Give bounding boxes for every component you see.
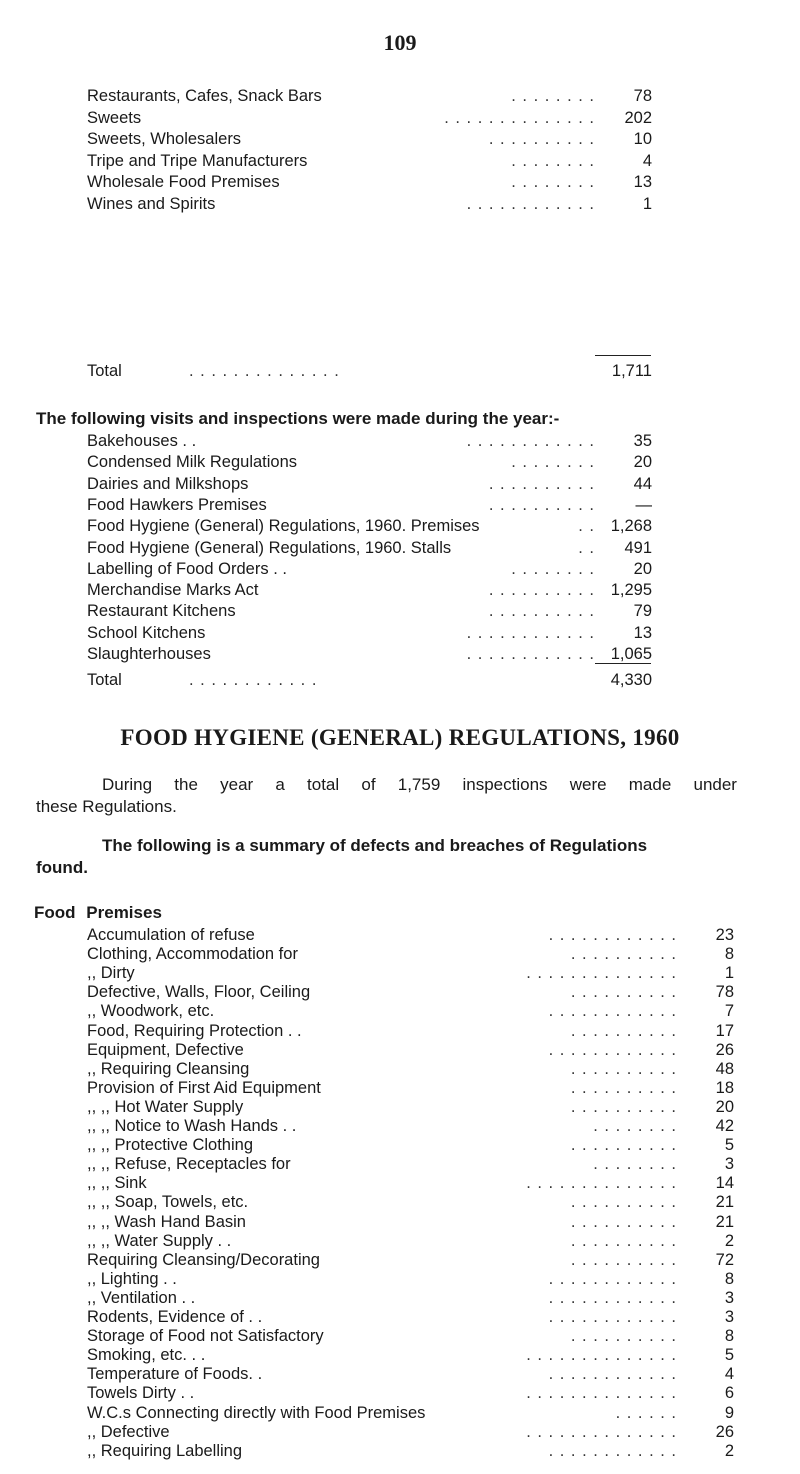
defect-leader-dots: . . . . . . . . . . bbox=[570, 1193, 677, 1212]
defect-label: ,, Defective bbox=[87, 1422, 170, 1441]
visit-leader-dots: . . . . . . . . bbox=[511, 559, 595, 578]
defect-value: 1 bbox=[724, 964, 734, 983]
defect-leader-dots: . . . . . . . . . . bbox=[570, 1097, 677, 1116]
defect-row bbox=[87, 1441, 739, 1461]
defect-row bbox=[87, 925, 739, 945]
total-rule bbox=[595, 355, 651, 356]
total-dots: . . . . . . . . . . . . . . bbox=[189, 362, 340, 380]
visit-row bbox=[87, 559, 657, 579]
defect-value: 14 bbox=[715, 1174, 734, 1193]
defect-value: 21 bbox=[715, 1212, 734, 1231]
defect-leader-dots: . . . . . . . . bbox=[593, 1117, 677, 1135]
defect-label: ,, Dirty bbox=[87, 964, 135, 983]
defect-label: ,, Woodwork, etc. bbox=[87, 1002, 215, 1021]
defect-row bbox=[87, 1326, 739, 1346]
defect-row bbox=[87, 1403, 739, 1423]
defect-label: Storage of Food not Satisfactory bbox=[87, 1327, 324, 1346]
defect-leader-dots: . . . . . . . . . . bbox=[570, 1231, 677, 1250]
visit-value: 1,295 bbox=[610, 581, 652, 600]
defect-value: 23 bbox=[715, 926, 734, 944]
total-label: Total bbox=[87, 362, 122, 380]
defect-label: ,, ,, Refuse, Receptacles for bbox=[87, 1155, 291, 1174]
defect-leader-dots: . . . . . . . . . . bbox=[570, 1078, 677, 1097]
visit-value: — bbox=[635, 495, 652, 514]
defect-row bbox=[87, 1078, 739, 1098]
intro-word: 1,759 bbox=[397, 775, 441, 794]
premises-label: Premises bbox=[86, 903, 162, 922]
defect-row bbox=[87, 1345, 739, 1365]
defect-leader-dots: . . . . . . . . . . bbox=[570, 1136, 677, 1155]
defect-row bbox=[87, 982, 739, 1002]
visits-total-label: Total bbox=[87, 671, 122, 689]
defect-label: ,, ,, Hot Water Supply bbox=[87, 1097, 244, 1116]
defect-leader-dots: . . . . . . bbox=[615, 1403, 677, 1422]
defect-label: Towels Dirty . . bbox=[87, 1384, 195, 1403]
defect-value: 21 bbox=[715, 1193, 734, 1212]
visit-row bbox=[87, 623, 657, 643]
intro-word: were bbox=[569, 775, 607, 794]
visit-row bbox=[87, 538, 657, 558]
defect-value: 26 bbox=[715, 1422, 734, 1441]
visit-leader-dots: . . bbox=[578, 517, 595, 536]
intro-line-2: these Regulations. bbox=[36, 797, 177, 816]
defect-row bbox=[87, 1097, 739, 1117]
defect-value: 6 bbox=[724, 1384, 734, 1403]
section-title: FOOD HYGIENE (GENERAL) REGULATIONS, 1960 bbox=[120, 725, 680, 750]
premises-count-row bbox=[87, 151, 657, 171]
premises-count-leader-dots: . . . . . . . . bbox=[511, 173, 595, 191]
visit-row bbox=[87, 431, 657, 451]
premises-count-value: 78 bbox=[633, 87, 652, 105]
defect-value: 8 bbox=[724, 1269, 734, 1288]
premises-count-label: Wines and Spirits bbox=[87, 194, 216, 213]
visits-total-value: 4,330 bbox=[610, 671, 652, 689]
visit-value: 1,065 bbox=[610, 645, 652, 663]
premises-count-row bbox=[87, 194, 657, 214]
defect-leader-dots: . . . . . . . . bbox=[593, 1155, 677, 1174]
visit-label: Food Hygiene (General) Regulations, 1960. Stalls bbox=[87, 538, 452, 557]
visit-label: School Kitchens bbox=[87, 623, 206, 642]
defect-row bbox=[87, 1383, 739, 1403]
defect-leader-dots: . . . . . . . . . . . . bbox=[548, 1269, 677, 1288]
total-row bbox=[87, 361, 657, 381]
visit-value: 20 bbox=[633, 559, 652, 578]
visit-leader-dots: . . . . . . . . . . bbox=[488, 581, 595, 600]
defect-leader-dots: . . . . . . . . . . bbox=[570, 1021, 677, 1040]
summary-paragraph bbox=[36, 835, 647, 879]
page-number: 109 bbox=[383, 30, 417, 55]
defect-label: ,, ,, Notice to Wash Hands . . bbox=[87, 1117, 297, 1135]
intro-word: year bbox=[220, 775, 254, 794]
defect-leader-dots: . . . . . . . . . . . . . . bbox=[526, 1174, 677, 1193]
defect-label: ,, Requiring Cleansing bbox=[87, 1059, 250, 1078]
intro-word: made bbox=[628, 775, 672, 794]
defect-leader-dots: . . . . . . . . . . . . bbox=[548, 1441, 677, 1460]
visit-label: Bakehouses . . bbox=[87, 432, 197, 450]
visits-total-rule bbox=[595, 663, 651, 664]
defect-row bbox=[87, 1021, 739, 1041]
defect-row bbox=[87, 1288, 739, 1308]
visit-row bbox=[87, 516, 657, 536]
premises-count-leader-dots: . . . . . . . . . . . . . . bbox=[444, 108, 595, 127]
defect-row bbox=[87, 1154, 739, 1174]
defect-label: Smoking, etc. . . bbox=[87, 1346, 206, 1365]
visit-label: Food Hawkers Premises bbox=[87, 495, 267, 514]
defect-label: ,, ,, Sink bbox=[87, 1174, 147, 1193]
defect-label: ,, Lighting . . bbox=[87, 1269, 177, 1288]
intro-word: of bbox=[361, 775, 376, 794]
defect-value: 8 bbox=[724, 945, 734, 964]
visit-value: 79 bbox=[633, 602, 652, 621]
defect-value: 26 bbox=[715, 1040, 734, 1059]
defect-value: 48 bbox=[715, 1059, 734, 1078]
defect-value: 8 bbox=[724, 1327, 734, 1346]
defect-row bbox=[87, 1250, 739, 1270]
intro-word: During bbox=[102, 775, 153, 794]
defect-row bbox=[87, 1116, 739, 1136]
visit-leader-dots: . . bbox=[578, 538, 595, 557]
summary-line-1: The following is a summary of defects and breaches of Regulations bbox=[102, 836, 648, 855]
total-value: 1,711 bbox=[611, 362, 652, 380]
defect-leader-dots: . . . . . . . . . . . . . . bbox=[526, 1384, 677, 1403]
visit-row bbox=[87, 644, 657, 664]
defect-leader-dots: . . . . . . . . . . . . bbox=[548, 926, 677, 944]
premises-count-value: 4 bbox=[642, 151, 652, 170]
defect-value: 20 bbox=[715, 1097, 734, 1116]
defect-value: 72 bbox=[715, 1250, 734, 1269]
food-premises-heading bbox=[34, 902, 162, 924]
visit-leader-dots: . . . . . . . . . . bbox=[488, 602, 595, 621]
premises-count-row bbox=[87, 86, 657, 106]
visits-heading: The following visits and inspections were made during the year:- bbox=[36, 409, 560, 428]
defect-leader-dots: . . . . . . . . . . . . . . bbox=[526, 1346, 677, 1365]
intro-word: the bbox=[174, 775, 198, 794]
visit-value: 44 bbox=[633, 474, 652, 493]
premises-count-row bbox=[87, 172, 657, 192]
defect-row bbox=[87, 1269, 739, 1289]
intro-word: under bbox=[693, 775, 737, 794]
defect-row bbox=[87, 1364, 739, 1384]
visit-row bbox=[87, 601, 657, 621]
defect-label: Accumulation of refuse bbox=[87, 926, 255, 944]
intro-paragraph bbox=[36, 774, 737, 818]
defect-label: ,, ,, Soap, Towels, etc. bbox=[87, 1193, 249, 1212]
visit-value: 491 bbox=[624, 538, 652, 557]
visit-label: Slaughterhouses bbox=[87, 645, 211, 663]
defect-row bbox=[87, 1135, 739, 1155]
defect-value: 78 bbox=[715, 983, 734, 1002]
defect-label: Rodents, Evidence of . . bbox=[87, 1308, 263, 1326]
defect-label: ,, Ventilation . . bbox=[87, 1288, 196, 1307]
defect-row bbox=[87, 963, 739, 983]
premises-count-label: Tripe and Tripe Manufacturers bbox=[87, 151, 308, 170]
visit-leader-dots: . . . . . . . . . . . . bbox=[466, 623, 595, 642]
defect-leader-dots: . . . . . . . . . . . . . . bbox=[526, 1422, 677, 1441]
defect-label: ,, ,, Wash Hand Basin bbox=[87, 1212, 246, 1231]
defect-row bbox=[87, 1059, 739, 1079]
defect-value: 9 bbox=[724, 1403, 734, 1422]
visit-row bbox=[87, 474, 657, 494]
premises-count-label: Sweets, Wholesalers bbox=[87, 130, 242, 148]
intro-word: a bbox=[275, 775, 285, 794]
defect-value: 42 bbox=[715, 1117, 734, 1135]
defect-row bbox=[87, 1192, 739, 1212]
premises-count-row bbox=[87, 129, 657, 149]
visit-row bbox=[87, 495, 657, 515]
defect-value: 2 bbox=[724, 1231, 734, 1250]
premises-count-leader-dots: . . . . . . . . . . bbox=[488, 130, 595, 148]
defect-leader-dots: . . . . . . . . . . bbox=[570, 983, 677, 1002]
premises-count-value: 10 bbox=[633, 130, 652, 148]
premises-count-label: Restaurants, Cafes, Snack Bars bbox=[87, 87, 322, 105]
visit-leader-dots: . . . . . . . . . . bbox=[488, 474, 595, 493]
defect-label: ,, ,, Protective Clothing bbox=[87, 1136, 253, 1155]
intro-word: inspections bbox=[462, 775, 548, 794]
defect-value: 3 bbox=[724, 1308, 734, 1326]
visit-value: 20 bbox=[633, 453, 652, 472]
defect-row bbox=[87, 1001, 739, 1021]
defect-row bbox=[87, 1212, 739, 1232]
visit-value: 35 bbox=[633, 432, 652, 450]
visit-leader-dots: . . . . . . . . bbox=[511, 453, 595, 472]
visit-label: Restaurant Kitchens bbox=[87, 602, 236, 621]
defect-label: Temperature of Foods. . bbox=[87, 1365, 263, 1384]
intro-line-1 bbox=[36, 774, 737, 796]
food-label: Food bbox=[34, 903, 76, 922]
defect-leader-dots: . . . . . . . . . . bbox=[570, 1059, 677, 1078]
defect-value: 17 bbox=[715, 1021, 734, 1040]
defect-leader-dots: . . . . . . . . . . . . bbox=[548, 1365, 677, 1384]
defect-leader-dots: . . . . . . . . . . bbox=[570, 1327, 677, 1346]
visit-leader-dots: . . . . . . . . . . . . bbox=[466, 645, 595, 663]
defect-value: 7 bbox=[724, 1002, 734, 1021]
visits-total-row bbox=[87, 670, 657, 690]
premises-count-leader-dots: . . . . . . . . bbox=[511, 151, 595, 170]
defect-leader-dots: . . . . . . . . . . bbox=[570, 1212, 677, 1231]
visit-label: Condensed Milk Regulations bbox=[87, 453, 298, 472]
defect-leader-dots: . . . . . . . . . . bbox=[570, 945, 677, 964]
visit-row bbox=[87, 452, 657, 472]
visit-label: Food Hygiene (General) Regulations, 1960. Premises bbox=[87, 517, 480, 536]
defect-label: Food, Requiring Protection . . bbox=[87, 1021, 302, 1040]
premises-count-label: Wholesale Food Premises bbox=[87, 173, 280, 191]
defect-label: ,, Requiring Labelling bbox=[87, 1441, 243, 1460]
premises-count-row bbox=[87, 108, 657, 128]
defect-value: 2 bbox=[724, 1441, 734, 1460]
visit-value: 13 bbox=[633, 623, 652, 642]
defect-value: 4 bbox=[724, 1365, 734, 1384]
defect-value: 3 bbox=[724, 1155, 734, 1174]
visit-value: 1,268 bbox=[610, 517, 652, 536]
summary-line-2: found. bbox=[36, 858, 88, 877]
premises-count-leader-dots: . . . . . . . . bbox=[511, 87, 595, 105]
defect-leader-dots: . . . . . . . . . . bbox=[570, 1250, 677, 1269]
defect-row bbox=[87, 944, 739, 964]
premises-count-value: 1 bbox=[642, 194, 652, 213]
defect-label: W.C.s Connecting directly with Food Premises bbox=[87, 1403, 426, 1422]
visits-total-dots: . . . . . . . . . . . . bbox=[189, 671, 318, 689]
defect-row bbox=[87, 1173, 739, 1193]
defect-row bbox=[87, 1422, 739, 1442]
defect-label: Requiring Cleansing/Decorating bbox=[87, 1250, 320, 1269]
visit-label: Merchandise Marks Act bbox=[87, 581, 259, 600]
defect-label: Equipment, Defective bbox=[87, 1040, 244, 1059]
visit-label: Labelling of Food Orders . . bbox=[87, 559, 287, 578]
defect-row bbox=[87, 1040, 739, 1060]
visit-leader-dots: . . . . . . . . . . bbox=[488, 495, 595, 514]
premises-count-value: 202 bbox=[624, 108, 652, 127]
defect-row bbox=[87, 1231, 739, 1251]
defect-label: ,, ,, Water Supply . . bbox=[87, 1231, 232, 1250]
premises-count-label: Sweets bbox=[87, 108, 142, 127]
defect-label: Defective, Walls, Floor, Ceiling bbox=[87, 983, 311, 1002]
premises-count-value: 13 bbox=[633, 173, 652, 191]
defect-value: 5 bbox=[724, 1136, 734, 1155]
defect-leader-dots: . . . . . . . . . . . . bbox=[548, 1040, 677, 1059]
defect-value: 18 bbox=[715, 1078, 734, 1097]
intro-word: total bbox=[307, 775, 340, 794]
defect-leader-dots: . . . . . . . . . . . . bbox=[548, 1288, 677, 1307]
visit-label: Dairies and Milkshops bbox=[87, 474, 249, 493]
defect-leader-dots: . . . . . . . . . . . . bbox=[548, 1002, 677, 1021]
defect-value: 5 bbox=[724, 1346, 734, 1365]
visit-leader-dots: . . . . . . . . . . . . bbox=[466, 432, 595, 450]
defect-leader-dots: . . . . . . . . . . . . . . bbox=[526, 964, 677, 983]
defect-value: 3 bbox=[724, 1288, 734, 1307]
visit-row bbox=[87, 580, 657, 600]
premises-count-leader-dots: . . . . . . . . . . . . bbox=[466, 194, 595, 213]
defect-row bbox=[87, 1307, 739, 1327]
defect-label: Provision of First Aid Equipment bbox=[87, 1078, 321, 1097]
defect-leader-dots: . . . . . . . . . . . . bbox=[548, 1308, 677, 1326]
defect-label: Clothing, Accommodation for bbox=[87, 945, 298, 964]
